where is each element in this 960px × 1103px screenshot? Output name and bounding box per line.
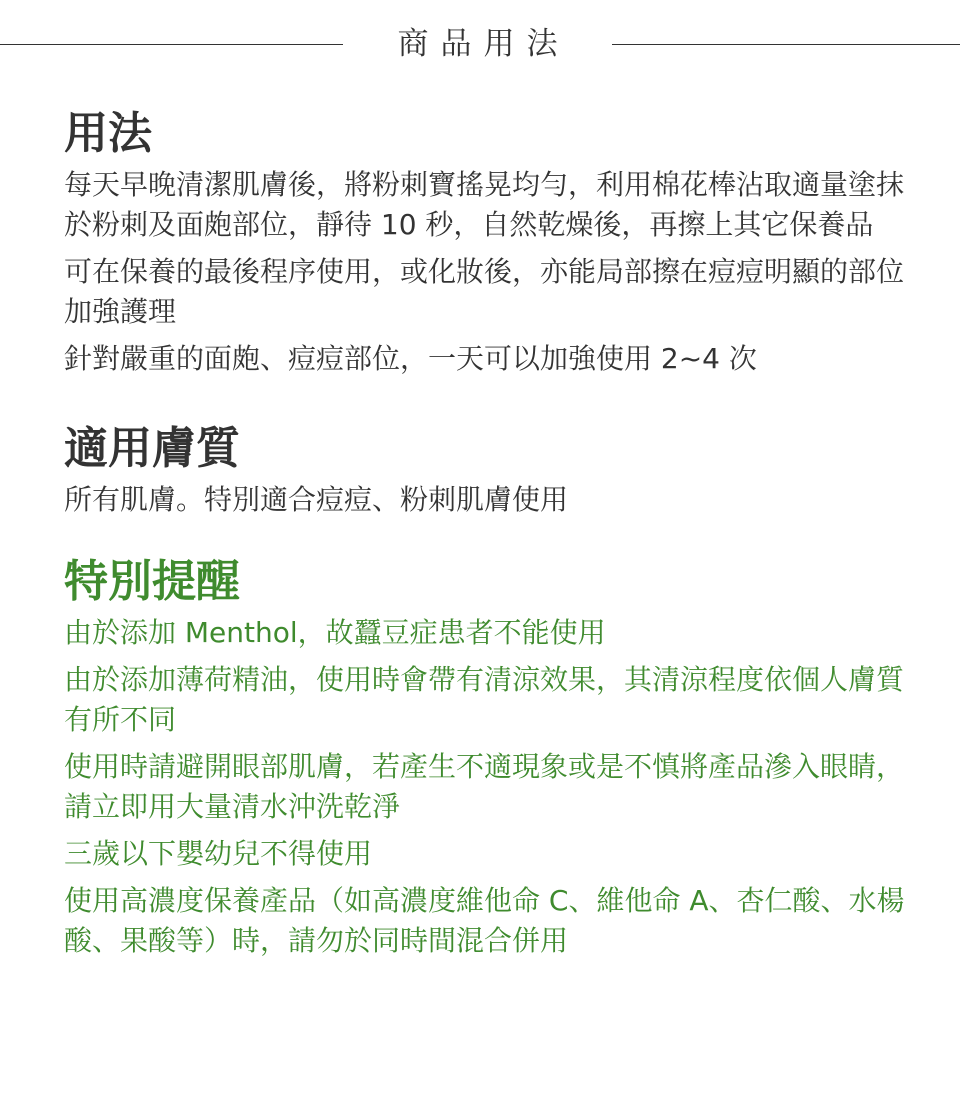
warnings-section: [64, 551, 914, 961]
section-header: [0, 22, 960, 66]
skin-type-text: 所有肌膚。特別適合痘痘、粉刺肌膚使用: [64, 483, 569, 516]
usage-item: 每天早晚清潔肌膚後，將粉刺寶搖晃均勻，利用棉花棒沾取適量塗抹於粉刺及面皰部位，靜待 10 秒，自然乾燥後，再擦上其它保養品: [64, 168, 905, 241]
header-title: 商品用法: [397, 26, 570, 62]
warnings-heading: 特別提醒: [64, 556, 240, 607]
warning-item: 使用高濃度保養產品（如高濃度維他命 C、維他命 A、杏仁酸、水楊酸、果酸等）時，請勿於同時間混合併用: [64, 884, 905, 957]
skin-type-heading: 適用膚質: [64, 423, 240, 474]
warning-item: 由於添加 Menthol，故蠶豆症患者不能使用: [64, 616, 606, 649]
warning-item: 使用時請避開眼部肌膚，若產生不適現象或是不慎將產品滲入眼睛，請立即用大量清水沖洗乾淨: [64, 750, 905, 823]
warning-item: 由於添加薄荷精油，使用時會帶有清涼效果，其清涼程度依個人膚質有所不同: [64, 663, 905, 736]
usage-item: 針對嚴重的面皰、痘痘部位，一天可以加強使用 2~4 次: [64, 342, 757, 375]
header-divider-right: [612, 44, 960, 45]
usage-heading: 用法: [64, 108, 152, 159]
warning-item: 三歲以下嬰幼兒不得使用: [64, 837, 373, 870]
usage-section: [64, 103, 914, 379]
usage-item: 可在保養的最後程序使用，或化妝後，亦能局部擦在痘痘明顯的部位加強護理: [64, 255, 905, 328]
product-usage-content: [64, 103, 914, 968]
skin-type-section: [64, 418, 914, 520]
header-divider-left: [0, 44, 343, 45]
